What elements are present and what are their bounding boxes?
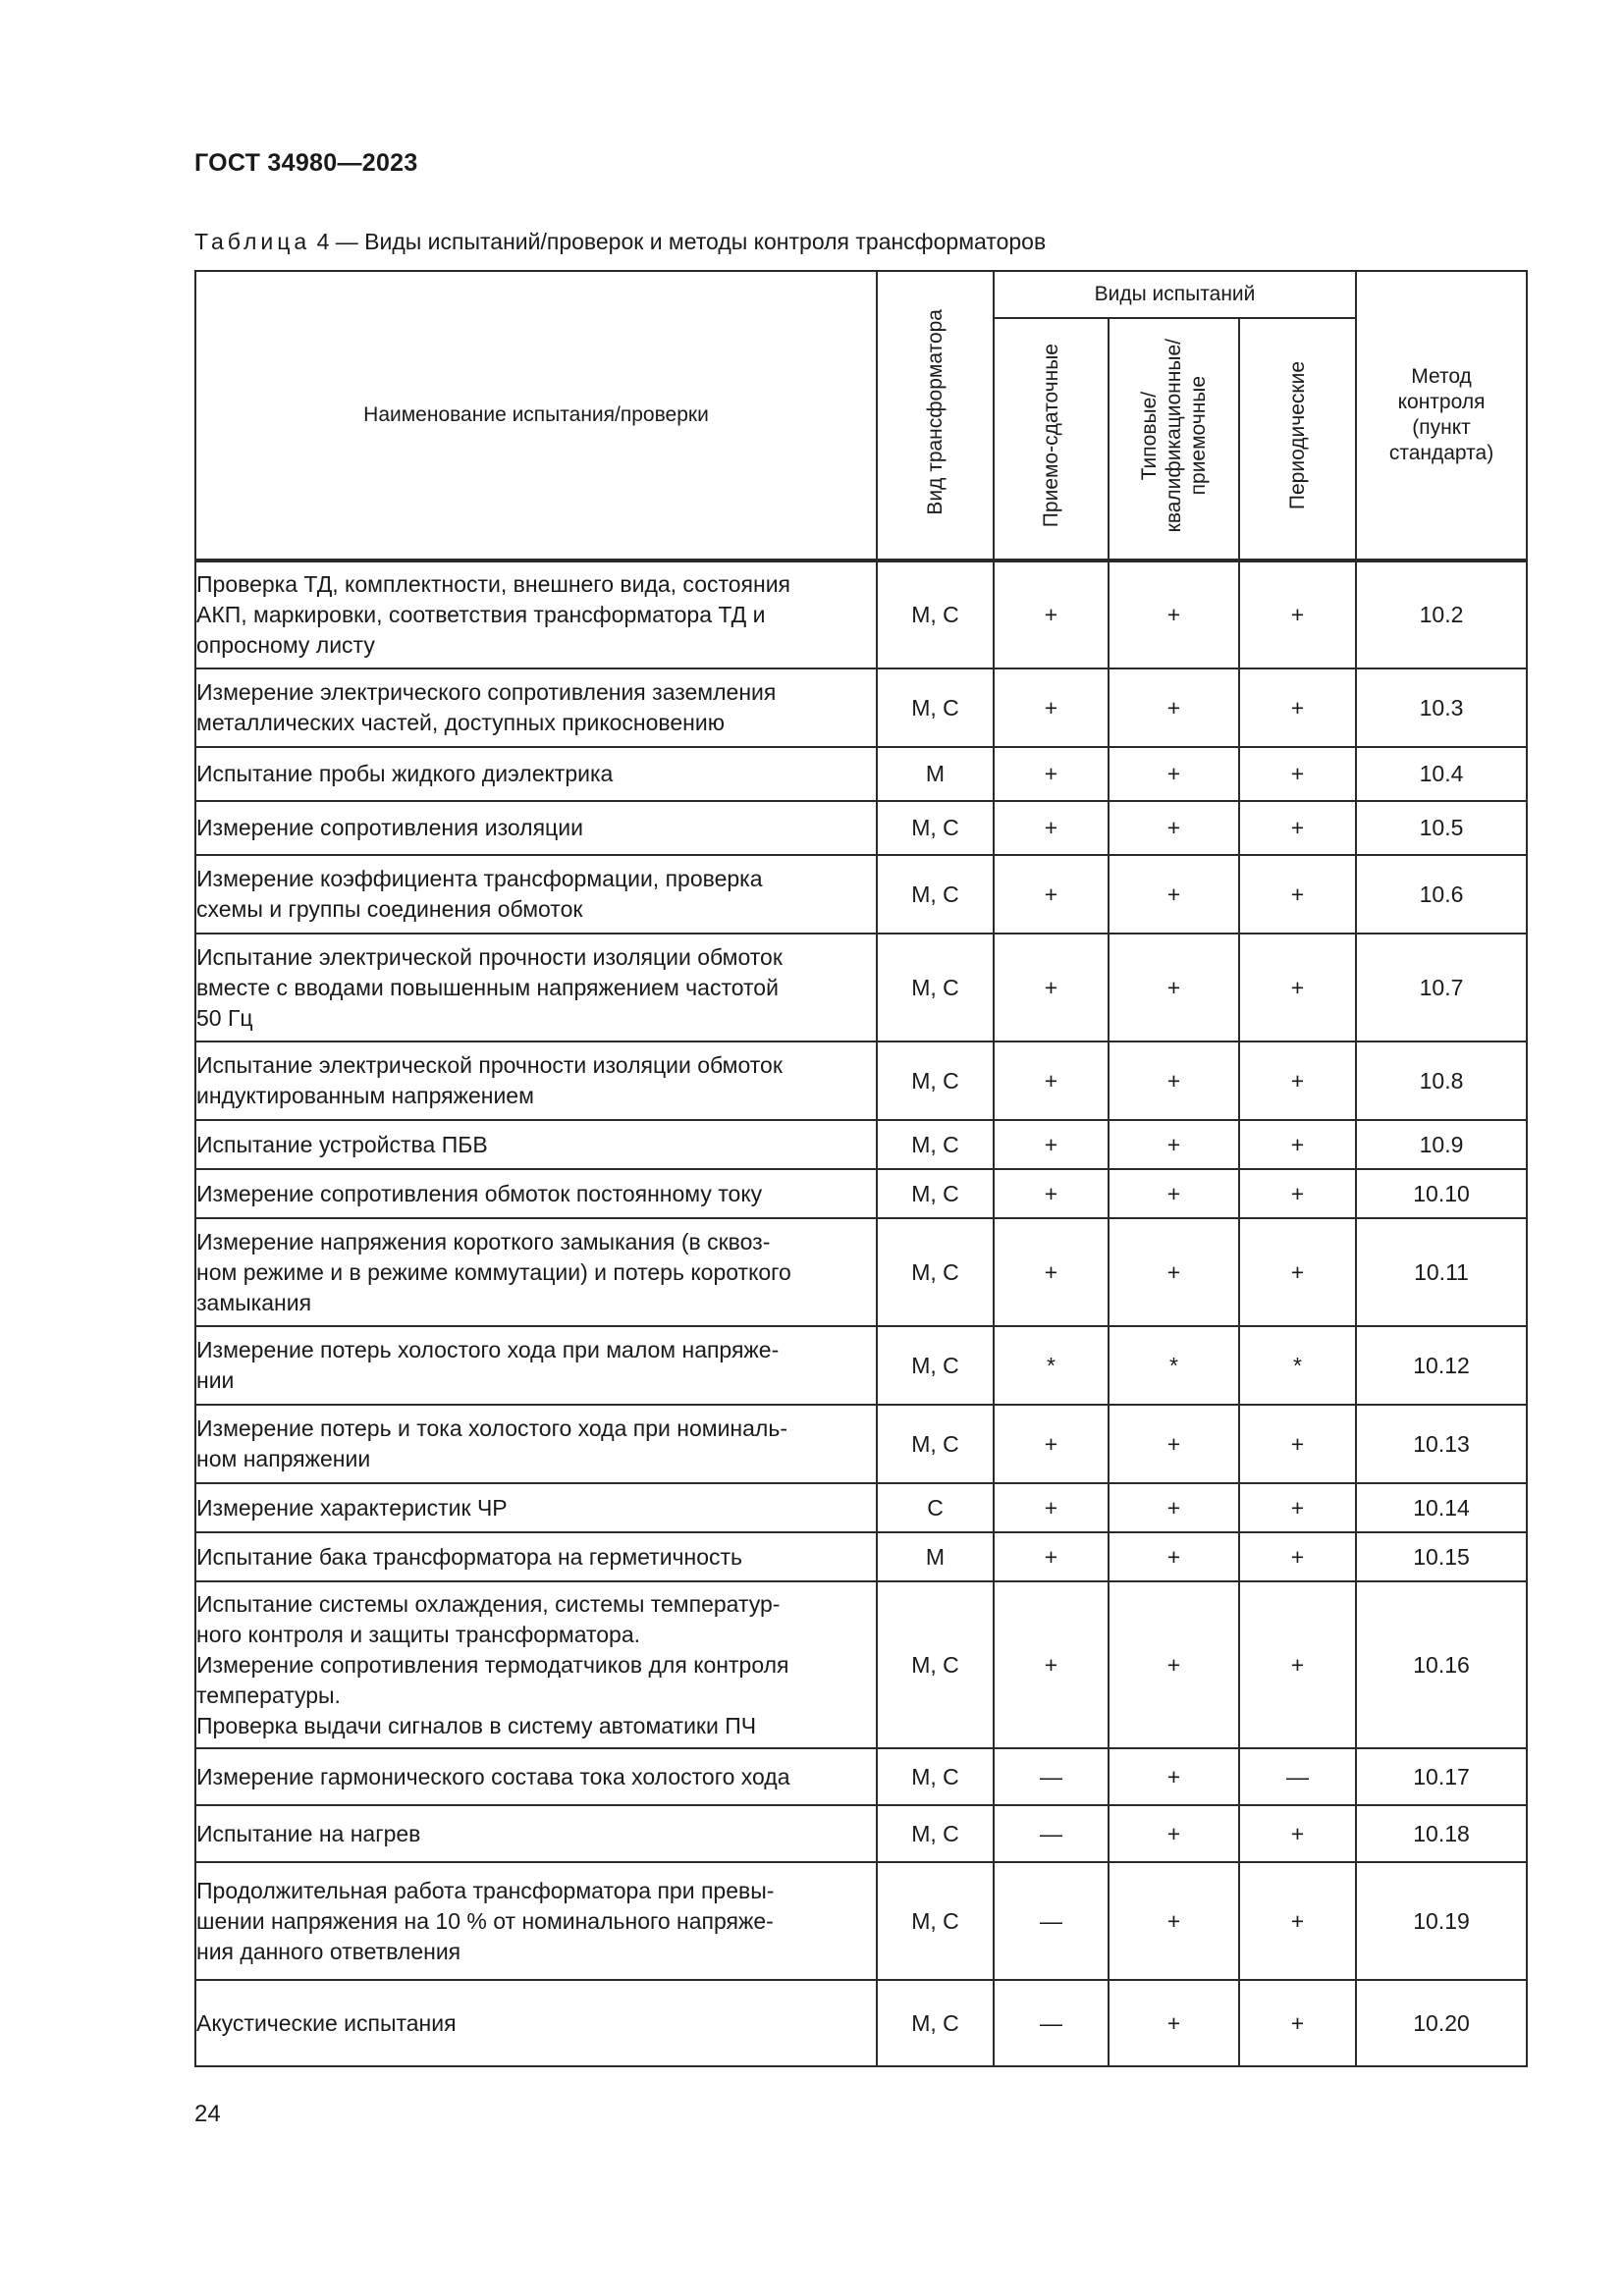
cell-acceptance: + bbox=[994, 801, 1109, 855]
table-row bbox=[195, 747, 1527, 801]
cell-type-tests: + bbox=[1109, 1218, 1239, 1326]
table-row bbox=[195, 801, 1527, 855]
cell-acceptance: + bbox=[994, 1218, 1109, 1326]
cell-periodic: + bbox=[1239, 1218, 1356, 1326]
cell-type-tests: + bbox=[1109, 855, 1239, 934]
cell-test-name bbox=[195, 1980, 877, 2066]
cell-transformer-type: М, С bbox=[877, 1405, 994, 1483]
cell-transformer-type: М bbox=[877, 747, 994, 801]
cell-test-name bbox=[195, 561, 877, 668]
cell-transformer-type: М, С bbox=[877, 855, 994, 934]
cell-transformer-type: М, С bbox=[877, 561, 994, 668]
header-control-method: Метод контроля (пункт стандарта) bbox=[1356, 271, 1527, 561]
test-name-line: Измерение коэффициента трансформации, проверка bbox=[196, 866, 763, 891]
test-name-line: Проверка ТД, комплектности, внешнего вида, состояния bbox=[196, 571, 791, 597]
cell-acceptance: — bbox=[994, 1980, 1109, 2066]
test-name-line: опросному листу bbox=[196, 632, 375, 658]
cell-type-tests: + bbox=[1109, 1748, 1239, 1805]
table-row bbox=[195, 1581, 1527, 1748]
cell-type-tests: + bbox=[1109, 1405, 1239, 1483]
test-name-line: Испытание электрической прочности изоляции обмоток bbox=[196, 1052, 783, 1078]
cell-type-tests: * bbox=[1109, 1326, 1239, 1405]
cell-periodic: + bbox=[1239, 1483, 1356, 1532]
cell-acceptance: + bbox=[994, 668, 1109, 747]
page-number: 24 bbox=[194, 2101, 221, 2127]
test-name-line: замыкания bbox=[196, 1289, 312, 1315]
cell-transformer-type: М, С bbox=[877, 801, 994, 855]
table-row bbox=[195, 855, 1527, 934]
table-row bbox=[195, 1862, 1527, 1980]
test-name-line: схемы и группы соединения обмоток bbox=[196, 896, 583, 922]
cell-test-name bbox=[195, 801, 877, 855]
cell-test-name bbox=[195, 668, 877, 747]
cell-method: 10.20 bbox=[1356, 1980, 1527, 2066]
cell-transformer-type: М bbox=[877, 1532, 994, 1581]
cell-method: 10.19 bbox=[1356, 1862, 1527, 1980]
cell-periodic: + bbox=[1239, 1805, 1356, 1862]
table-row bbox=[195, 1326, 1527, 1405]
table-row bbox=[195, 1120, 1527, 1169]
cell-test-name bbox=[195, 1483, 877, 1532]
cell-acceptance: + bbox=[994, 1483, 1109, 1532]
cell-transformer-type: М, С bbox=[877, 1326, 994, 1405]
cell-test-name bbox=[195, 1581, 877, 1748]
cell-test-name bbox=[195, 1120, 877, 1169]
test-name-line: Испытание бака трансформатора на герметичность bbox=[196, 1543, 743, 1570]
table-row bbox=[195, 1532, 1527, 1581]
cell-periodic: + bbox=[1239, 1169, 1356, 1218]
table-caption bbox=[194, 229, 1046, 255]
test-name-line: Измерение электрического сопротивления заземления bbox=[196, 679, 777, 705]
cell-method: 10.3 bbox=[1356, 668, 1527, 747]
cell-transformer-type: М, С bbox=[877, 1218, 994, 1326]
cell-type-tests: + bbox=[1109, 668, 1239, 747]
caption-text: 4 — Виды испытаний/проверок и методы контроля трансформаторов bbox=[310, 229, 1047, 254]
cell-method: 10.15 bbox=[1356, 1532, 1527, 1581]
test-name-line: Измерение гармонического состава тока холостого хода bbox=[196, 1763, 790, 1789]
table-row bbox=[195, 1218, 1527, 1326]
test-name-line: нии bbox=[196, 1367, 235, 1393]
cell-transformer-type: М, С bbox=[877, 934, 994, 1041]
cell-test-name bbox=[195, 934, 877, 1041]
test-name-line: Измерение сопротивления изоляции bbox=[196, 815, 583, 840]
table-row bbox=[195, 1169, 1527, 1218]
cell-test-name bbox=[195, 855, 877, 934]
cell-acceptance: + bbox=[994, 855, 1109, 934]
cell-periodic: + bbox=[1239, 1405, 1356, 1483]
cell-type-tests: + bbox=[1109, 801, 1239, 855]
cell-transformer-type: М, С bbox=[877, 1980, 994, 2066]
cell-type-tests: + bbox=[1109, 1532, 1239, 1581]
test-name-line: Измерение потерь холостого хода при малом напряже- bbox=[196, 1337, 780, 1362]
cell-acceptance: + bbox=[994, 1041, 1109, 1120]
caption-prefix: Таблица bbox=[194, 229, 311, 254]
test-name-line: Измерение сопротивления термодатчиков для контроля bbox=[196, 1651, 789, 1678]
test-name-line: Испытание устройства ПБВ bbox=[196, 1131, 488, 1157]
cell-type-tests: + bbox=[1109, 561, 1239, 668]
cell-method: 10.7 bbox=[1356, 934, 1527, 1041]
cell-periodic: + bbox=[1239, 934, 1356, 1041]
test-name-line: вместе с вводами повышенным напряжением частотой bbox=[196, 974, 779, 1000]
cell-type-tests: + bbox=[1109, 1483, 1239, 1532]
table-row bbox=[195, 1980, 1527, 2066]
table-body bbox=[195, 561, 1527, 2066]
cell-transformer-type: М, С bbox=[877, 1581, 994, 1748]
cell-transformer-type: М, С bbox=[877, 1805, 994, 1862]
cell-periodic: * bbox=[1239, 1326, 1356, 1405]
test-name-line: 50 Гц bbox=[196, 1004, 253, 1031]
cell-type-tests: + bbox=[1109, 1581, 1239, 1748]
cell-method: 10.9 bbox=[1356, 1120, 1527, 1169]
cell-acceptance: + bbox=[994, 1532, 1109, 1581]
table-row bbox=[195, 1041, 1527, 1120]
test-name-line: Испытание электрической прочности изоляции обмоток bbox=[196, 943, 783, 970]
cell-acceptance: + bbox=[994, 1581, 1109, 1748]
test-name-line: ния данного ответвления bbox=[196, 1938, 461, 1964]
test-methods-table bbox=[194, 270, 1528, 2067]
cell-test-name bbox=[195, 1532, 877, 1581]
cell-transformer-type: М, С bbox=[877, 1041, 994, 1120]
cell-periodic: + bbox=[1239, 1041, 1356, 1120]
cell-acceptance: + bbox=[994, 747, 1109, 801]
cell-test-name bbox=[195, 1041, 877, 1120]
test-name-line: ном режиме и в режиме коммутации) и потерь короткого bbox=[196, 1258, 791, 1285]
cell-type-tests: + bbox=[1109, 934, 1239, 1041]
cell-acceptance: + bbox=[994, 1120, 1109, 1169]
cell-acceptance: — bbox=[994, 1748, 1109, 1805]
table-row bbox=[195, 1805, 1527, 1862]
cell-test-name bbox=[195, 1218, 877, 1326]
table-row bbox=[195, 1483, 1527, 1532]
cell-test-name bbox=[195, 1748, 877, 1805]
cell-periodic: + bbox=[1239, 1980, 1356, 2066]
table-row bbox=[195, 668, 1527, 747]
cell-test-name bbox=[195, 1169, 877, 1218]
cell-test-name bbox=[195, 1326, 877, 1405]
cell-periodic: + bbox=[1239, 747, 1356, 801]
cell-periodic: + bbox=[1239, 561, 1356, 668]
test-name-line: Проверка выдачи сигналов в систему автоматики ПЧ bbox=[196, 1712, 757, 1738]
cell-method: 10.13 bbox=[1356, 1405, 1527, 1483]
cell-acceptance: + bbox=[994, 934, 1109, 1041]
cell-periodic: + bbox=[1239, 1581, 1356, 1748]
cell-method: 10.2 bbox=[1356, 561, 1527, 668]
cell-test-name bbox=[195, 1405, 877, 1483]
header-transformer-type: Вид трансформатора bbox=[877, 271, 994, 561]
cell-method: 10.8 bbox=[1356, 1041, 1527, 1120]
cell-method: 10.17 bbox=[1356, 1748, 1527, 1805]
cell-method: 10.14 bbox=[1356, 1483, 1527, 1532]
test-name-line: Продолжительная работа трансформатора при превы- bbox=[196, 1877, 775, 1903]
cell-test-name bbox=[195, 1805, 877, 1862]
test-name-line: ном напряжении bbox=[196, 1446, 371, 1471]
cell-transformer-type: М, С bbox=[877, 1120, 994, 1169]
cell-method: 10.6 bbox=[1356, 855, 1527, 934]
cell-type-tests: + bbox=[1109, 1169, 1239, 1218]
cell-type-tests: + bbox=[1109, 747, 1239, 801]
test-name-line: Испытание пробы жидкого диэлектрика bbox=[196, 761, 614, 786]
header-periodic: Периодические bbox=[1239, 318, 1356, 561]
cell-periodic: + bbox=[1239, 801, 1356, 855]
cell-periodic: + bbox=[1239, 1862, 1356, 1980]
cell-method: 10.12 bbox=[1356, 1326, 1527, 1405]
test-name-line: АКП, маркировки, соответствия трансформатора ТД и bbox=[196, 602, 766, 627]
cell-method: 10.16 bbox=[1356, 1581, 1527, 1748]
test-name-line: Измерение сопротивления обмоток постоянному току bbox=[196, 1180, 763, 1206]
cell-type-tests: + bbox=[1109, 1120, 1239, 1169]
cell-type-tests: + bbox=[1109, 1805, 1239, 1862]
test-name-line: металлических частей, доступных прикосновению bbox=[196, 710, 725, 735]
header-type-tests: Типовые/ квалификационные/ приемочные bbox=[1109, 318, 1239, 561]
cell-transformer-type: М, С bbox=[877, 668, 994, 747]
header-test-types-group: Виды испытаний bbox=[994, 271, 1356, 318]
test-name-line: Испытание на нагрев bbox=[196, 1820, 421, 1846]
cell-periodic: + bbox=[1239, 855, 1356, 934]
header-acceptance: Приемо-сдаточные bbox=[994, 318, 1109, 561]
cell-method: 10.4 bbox=[1356, 747, 1527, 801]
table-row bbox=[195, 934, 1527, 1041]
cell-periodic: + bbox=[1239, 1120, 1356, 1169]
cell-transformer-type: М, С bbox=[877, 1169, 994, 1218]
cell-test-name bbox=[195, 747, 877, 801]
test-name-line: шении напряжения на 10 % от номинального напряже- bbox=[196, 1907, 774, 1934]
test-name-line: Испытание системы охлаждения, системы температур- bbox=[196, 1590, 781, 1617]
cell-acceptance: * bbox=[994, 1326, 1109, 1405]
cell-method: 10.10 bbox=[1356, 1169, 1527, 1218]
cell-acceptance: + bbox=[994, 1169, 1109, 1218]
cell-acceptance: + bbox=[994, 1405, 1109, 1483]
test-name-line: ного контроля и защиты трансформатора. bbox=[196, 1621, 641, 1647]
test-name-line: индуктированным напряжением bbox=[196, 1083, 534, 1108]
cell-type-tests: + bbox=[1109, 1980, 1239, 2066]
cell-method: 10.18 bbox=[1356, 1805, 1527, 1862]
cell-test-name bbox=[195, 1862, 877, 1980]
table-row bbox=[195, 1405, 1527, 1483]
header-test-name: Наименование испытания/проверки bbox=[195, 271, 877, 561]
cell-periodic: + bbox=[1239, 1532, 1356, 1581]
document-header: ГОСТ 34980—2023 bbox=[194, 149, 418, 177]
cell-periodic: + bbox=[1239, 668, 1356, 747]
cell-transformer-type: М, С bbox=[877, 1862, 994, 1980]
test-name-line: Измерение потерь и тока холостого хода при номиналь- bbox=[196, 1415, 787, 1441]
table-row bbox=[195, 1748, 1527, 1805]
table-row bbox=[195, 561, 1527, 668]
test-name-line: температуры. bbox=[196, 1682, 341, 1708]
cell-type-tests: + bbox=[1109, 1041, 1239, 1120]
cell-acceptance: — bbox=[994, 1862, 1109, 1980]
cell-transformer-type: С bbox=[877, 1483, 994, 1532]
test-name-line: Измерение характеристик ЧР bbox=[196, 1494, 508, 1521]
cell-acceptance: — bbox=[994, 1805, 1109, 1862]
cell-periodic: — bbox=[1239, 1748, 1356, 1805]
cell-method: 10.11 bbox=[1356, 1218, 1527, 1326]
cell-method: 10.5 bbox=[1356, 801, 1527, 855]
test-name-line: Измерение напряжения короткого замыкания (в сквоз- bbox=[196, 1228, 771, 1255]
cell-type-tests: + bbox=[1109, 1862, 1239, 1980]
test-name-line: Акустические испытания bbox=[196, 2009, 457, 2036]
cell-transformer-type: М, С bbox=[877, 1748, 994, 1805]
cell-acceptance: + bbox=[994, 561, 1109, 668]
